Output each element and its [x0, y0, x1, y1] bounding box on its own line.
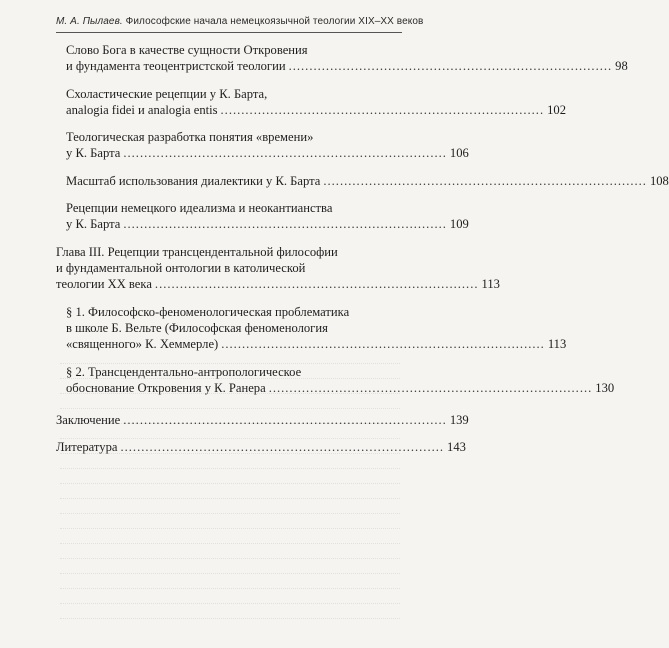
toc-entry-text: Заключение: [56, 413, 121, 427]
toc-entry: [66, 173, 669, 189]
toc-entry: [66, 86, 566, 118]
toc-entry-text: в школе Б. Вельте (Философская феноменология: [66, 321, 328, 335]
toc-page-number: 113: [547, 337, 567, 351]
toc-page-number: 98: [615, 59, 628, 73]
toc-entry-text: § 1. Философско-феноменологическая проблематика: [66, 305, 350, 319]
toc-entry-text: и фундаментальной онтологии в католической: [56, 261, 306, 275]
toc-entry-text: § 2. Трансцендентально-антропологическое: [66, 365, 302, 379]
toc-entry-text: «священного» К. Хеммерле): [66, 337, 219, 351]
toc-page-number: 102: [547, 103, 566, 117]
toc-entry-text: и фундамента теоцентристской теологии: [66, 59, 286, 73]
toc-entry-text: у К. Барта: [66, 217, 121, 231]
toc-entry-text: Схоластические рецепции у К. Барта,: [66, 87, 268, 101]
dot-leader: ..............................................................................: [221, 337, 545, 351]
toc-entry: [66, 364, 615, 396]
toc-entry-text: Рецепции немецкого идеализма и неокантианства: [66, 201, 333, 215]
toc-entry-text: Слово Бога в качестве сущности Откровения: [66, 43, 308, 57]
header-author: М. А. Пылаев.: [56, 16, 123, 27]
toc-entry-text: Теологическая разработка понятия «времени»: [66, 130, 314, 144]
header-title: Философские начала немецкоязычной теологии XIX–XX веков: [125, 16, 424, 27]
toc-entry-text: Глава III. Рецепции трансцендентальной философии: [56, 245, 338, 259]
toc-entry-chapter: [56, 439, 466, 455]
toc-entry-text: analogia fidei и analogia entis: [66, 103, 218, 117]
dot-leader: ..............................................................................: [123, 146, 447, 160]
dot-leader: ..............................................................................: [220, 103, 545, 117]
toc-entry-chapter: [56, 244, 500, 292]
dot-leader: ..............................................................................: [120, 440, 445, 454]
toc-entry-text: обоснование Откровения у К. Ранера: [66, 381, 266, 395]
dot-leader: ..............................................................................: [288, 59, 613, 73]
toc-page-number: 113: [481, 277, 500, 291]
dot-leader: ..............................................................................: [268, 381, 593, 395]
toc-page-number: 106: [449, 146, 469, 160]
toc-entry-text: Масштаб использования диалектики у К. Барта: [66, 174, 321, 188]
dot-leader: ..............................................................................: [154, 277, 479, 291]
dot-leader: ..............................................................................: [123, 217, 447, 231]
toc-entry: [66, 129, 469, 161]
dot-leader: ..............................................................................: [123, 413, 447, 427]
toc-entry: [66, 304, 567, 352]
toc-page-number: 130: [595, 381, 615, 395]
toc-page-number: 108: [649, 174, 669, 188]
running-header: [56, 16, 424, 27]
toc-page-number: 139: [449, 413, 469, 427]
header-rule: [56, 32, 402, 33]
toc-page-number: 143: [447, 440, 466, 454]
toc-entry-text: Литература: [56, 440, 118, 454]
toc-entry: [66, 200, 469, 232]
dot-leader: ..............................................................................: [323, 174, 647, 188]
toc-page-number: 109: [449, 217, 469, 231]
toc-entry-text: у К. Барта: [66, 146, 121, 160]
toc-entry-chapter: [56, 412, 469, 428]
toc-entry-text: теологии XX века: [56, 277, 152, 291]
toc-entry: [66, 42, 628, 74]
